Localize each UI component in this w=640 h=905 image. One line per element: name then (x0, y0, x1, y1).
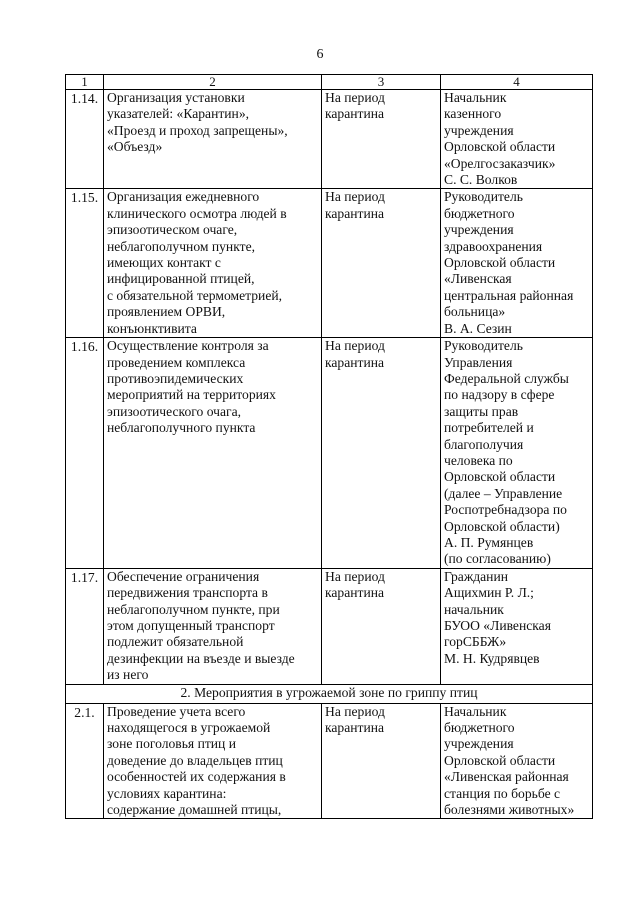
measures-table (65, 74, 593, 819)
period-cell (322, 338, 441, 569)
text-line: содержание домашней птицы, (107, 802, 282, 818)
text-line: учреждения (444, 122, 514, 138)
header-col-1: 1 (66, 75, 104, 90)
text-line: проявлением ОРВИ, (107, 304, 226, 320)
text-line: казенного (444, 106, 502, 122)
text-line: передвижения транспорта в (107, 585, 268, 601)
text-line: неблагополучном пункте, (107, 238, 256, 254)
text-line: Ащихмин Р. Л.; (444, 585, 534, 601)
text-line: «Орелгосзаказчик» (444, 155, 556, 171)
period-cell (322, 90, 441, 189)
text-line: эпизоотическом очаге, (107, 222, 238, 238)
text-line: доведение до владельцев птиц (107, 752, 283, 768)
text-line: На период (325, 90, 385, 105)
text-line: Проведение учета всего (107, 703, 246, 719)
text-line: с обязательной термометрией, (107, 287, 283, 303)
text-line: мероприятий на территориях (107, 387, 276, 403)
text-line: М. Н. Кудрявцев (444, 650, 540, 666)
section-title: 2. Мероприятия в угрожаемой зоне по гриппу птиц (66, 684, 593, 703)
period-cell (322, 703, 441, 819)
text-line: человека по (444, 452, 513, 468)
text-line: Осуществление контроля за (107, 338, 269, 354)
text-line: потребителей и (444, 420, 534, 436)
text-line: Гражданин (444, 568, 508, 584)
table-row (66, 568, 593, 684)
text-line: Начальник (444, 703, 507, 719)
text-line: дезинфекции на въезде и выезде (107, 650, 295, 666)
action-cell (104, 568, 322, 684)
text-line: На период (325, 189, 385, 205)
period-cell (322, 189, 441, 338)
text-line: здравоохранения (444, 238, 543, 254)
text-line: Организация ежедневного (107, 189, 260, 205)
text-line: С. С. Волков (444, 172, 518, 188)
text-line: по надзору в сфере (444, 387, 555, 403)
text-line: противоэпидемических (107, 370, 244, 386)
table-row (66, 90, 593, 189)
text-line: болезнями животных» (444, 802, 575, 818)
responsible-cell (441, 189, 593, 338)
text-line: (по согласованию) (444, 551, 551, 567)
row-number: 1.14. (66, 90, 104, 189)
text-line: проведением комплекса (107, 354, 246, 370)
text-line: находящегося в угрожаемой (107, 720, 271, 736)
text-line: карантина (325, 720, 385, 736)
text-line: карантина (325, 354, 385, 370)
text-line: «Ливенская районная (444, 769, 569, 785)
text-line: условиях карантина: (107, 785, 227, 801)
page-number: 6 (316, 47, 324, 62)
text-line: имеющих контакт с (107, 255, 221, 271)
text-line: Федеральной службы (444, 370, 569, 386)
text-line: станция по борьбе с (444, 785, 561, 801)
text-line: Руководитель (444, 189, 523, 205)
header-col-3: 3 (322, 75, 441, 90)
text-line: неблагополучного пункта (107, 420, 256, 436)
text-line: Орловской области (444, 139, 556, 155)
text-line: подлежит обязательной (107, 634, 244, 650)
section-heading-row (66, 684, 593, 703)
row-number: 1.16. (66, 338, 104, 569)
text-line: конъюнктивита (107, 320, 197, 336)
text-line: Организация установки (107, 90, 245, 105)
text-line: (далее – Управление (444, 485, 563, 501)
header-col-4: 4 (441, 75, 593, 90)
text-line: Роспотребнадзора по (444, 502, 567, 518)
text-line: благополучия (444, 436, 524, 452)
text-line: «Объезд» (107, 139, 163, 155)
text-line: горСББЖ» (444, 634, 507, 650)
text-line: бюджетного (444, 720, 515, 736)
text-line: больница» (444, 304, 506, 320)
text-line: из него (107, 667, 149, 683)
text-line: «Проезд и проход запрещены», (107, 122, 288, 138)
text-line: карантина (325, 205, 385, 221)
table-header-row (66, 75, 593, 90)
responsible-cell (441, 703, 593, 819)
text-line: клинического осмотра людей в (107, 205, 287, 221)
text-line: неблагополучном пункте, при (107, 601, 280, 617)
text-line: карантина (325, 585, 385, 601)
text-line: эпизоотического очага, (107, 403, 242, 419)
text-line: карантина (325, 106, 385, 122)
action-cell (104, 90, 322, 189)
text-line: Управления (444, 354, 513, 370)
text-line: центральная районная (444, 287, 574, 303)
responsible-cell (441, 338, 593, 569)
text-line: начальник (444, 601, 504, 617)
row-number: 1.17. (66, 568, 104, 684)
text-line: На период (325, 338, 385, 354)
text-line: учреждения (444, 222, 514, 238)
text-line: БУОО «Ливенская (444, 618, 551, 633)
text-line: учреждения (444, 736, 514, 752)
text-line: Орловской области) (444, 518, 560, 534)
text-line: инфицированной птицей, (107, 271, 255, 287)
text-line: Орловской области (444, 469, 556, 485)
text-line: В. А. Сезин (444, 320, 512, 336)
responsible-cell (441, 90, 593, 189)
action-cell (104, 703, 322, 819)
table-row (66, 703, 593, 819)
table-row (66, 189, 593, 338)
table-row (66, 338, 593, 569)
text-line: Обеспечение ограничения (107, 568, 260, 584)
text-line: На период (325, 568, 385, 584)
text-line: зоне поголовья птиц и (107, 736, 237, 752)
text-line: Начальник (444, 90, 507, 105)
period-cell (322, 568, 441, 684)
row-number: 1.15. (66, 189, 104, 338)
text-line: Орловской области (444, 255, 556, 271)
text-line: Орловской области (444, 752, 556, 768)
text-line: указателей: «Карантин», (107, 106, 250, 122)
text-line: защиты прав (444, 403, 519, 419)
text-line: Руководитель (444, 338, 523, 354)
header-col-2: 2 (104, 75, 322, 90)
row-number: 2.1. (66, 703, 104, 819)
text-line: этом допущенный транспорт (107, 618, 275, 633)
action-cell (104, 338, 322, 569)
text-line: особенностей их содержания в (107, 769, 286, 785)
text-line: «Ливенская (444, 271, 512, 287)
responsible-cell (441, 568, 593, 684)
text-line: На период (325, 703, 385, 719)
action-cell (104, 189, 322, 338)
text-line: А. П. Румянцев (444, 534, 534, 550)
text-line: бюджетного (444, 205, 515, 221)
